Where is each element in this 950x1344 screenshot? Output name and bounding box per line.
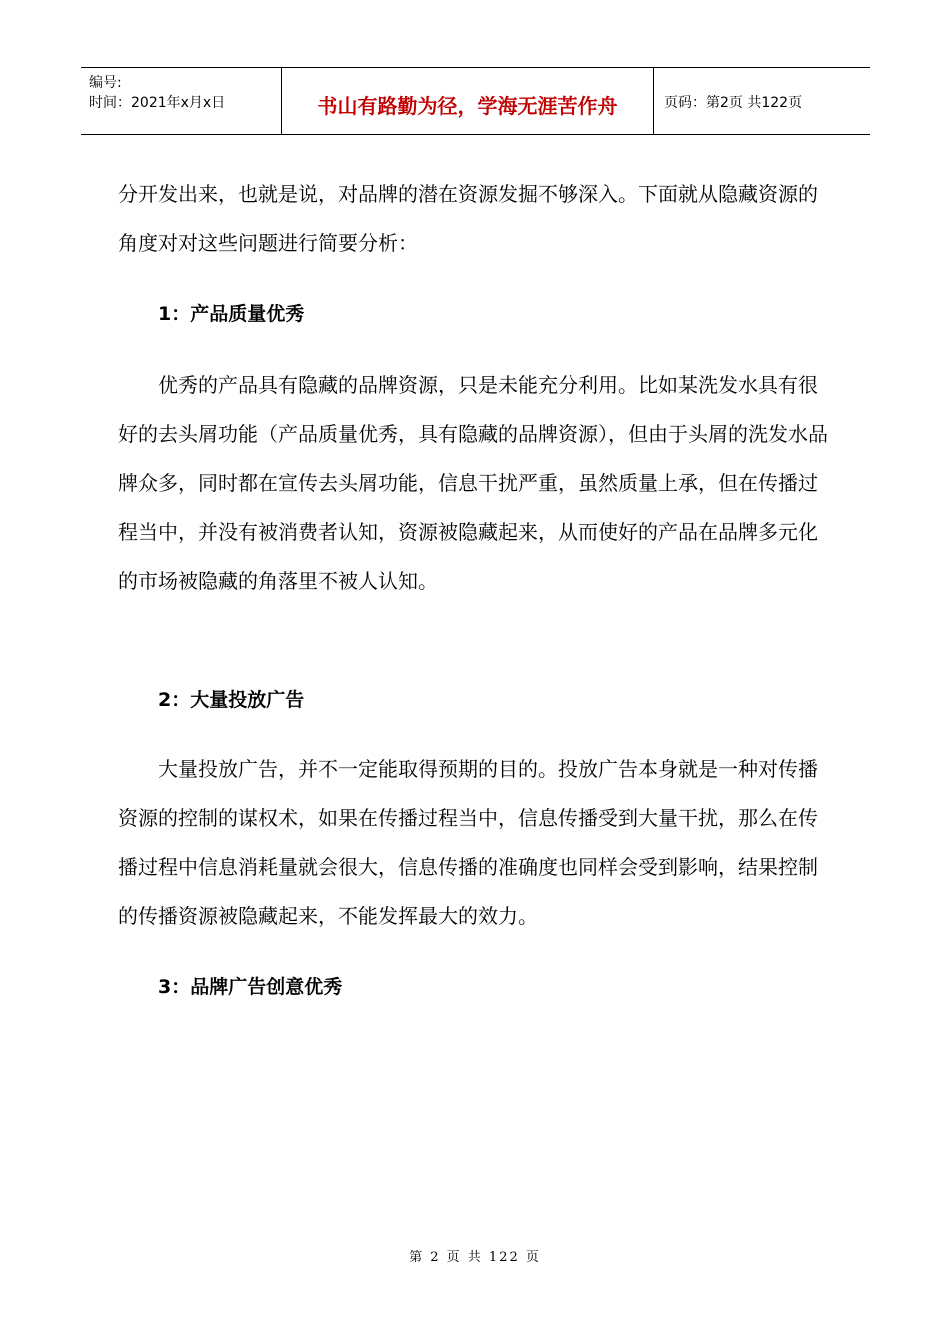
section-paragraph-1: 优秀的产品具有隐藏的品牌资源，只是未能充分利用。比如某洗发水具有很好的去头屑功能（产品质量优秀，具有隐藏的品牌资源），但由于头屑的洗发水品牌众多，同时都在宣传去头屑功能，信息干扰严重，虽然质量上承，但在传播过程当中，并没有被消费者认知，资源被隐藏起来，从而使好的产品在品牌多元化的市场被隐藏的角落里不被人认知。 <box>118 373 828 593</box>
section-paragraph-2: 大量投放广告，并不一定能取得预期的目的。投放广告本身就是一种对传播资源的控制的谋权术，如果在传播过程当中，信息传播受到大量干扰，那么在传播过程中信息消耗量就会很大，信息传播的准确度也同样会受到影响，结果控制的传播资源被隐藏起来，不能发挥最大的效力。 <box>118 757 818 928</box>
spacer <box>118 725 830 745</box>
footer-page-number: 第 2 页 共 122 页 <box>409 1250 541 1265</box>
document-header <box>81 67 870 135</box>
spacer <box>118 941 830 963</box>
header-page-cell <box>654 68 870 134</box>
section-heading-1: 1：产品质量优秀 <box>158 303 305 325</box>
page-footer <box>0 1246 950 1265</box>
document-date: 时间：2021年x月x日 <box>89 95 226 111</box>
spacer <box>118 606 830 676</box>
header-meta-cell <box>81 68 281 134</box>
document-body <box>118 170 830 1012</box>
header-motto-cell <box>281 68 654 134</box>
section-heading-3: 3：品牌广告创意优秀 <box>158 976 343 998</box>
intro-paragraph: 分开发出来，也就是说，对品牌的潜在资源发掘不够深入。下面就从隐藏资源的角度对对这些问题进行简要分析： <box>118 182 818 255</box>
header-page-info: 页码：第2页 共122页 <box>664 95 803 111</box>
document-number-label: 编号: <box>89 75 122 91</box>
header-motto: 书山有路勤为径，学海无涯苦作舟 <box>317 94 618 118</box>
section-heading-2: 2：大量投放广告 <box>158 689 305 711</box>
spacer <box>118 339 830 361</box>
spacer <box>118 268 830 290</box>
